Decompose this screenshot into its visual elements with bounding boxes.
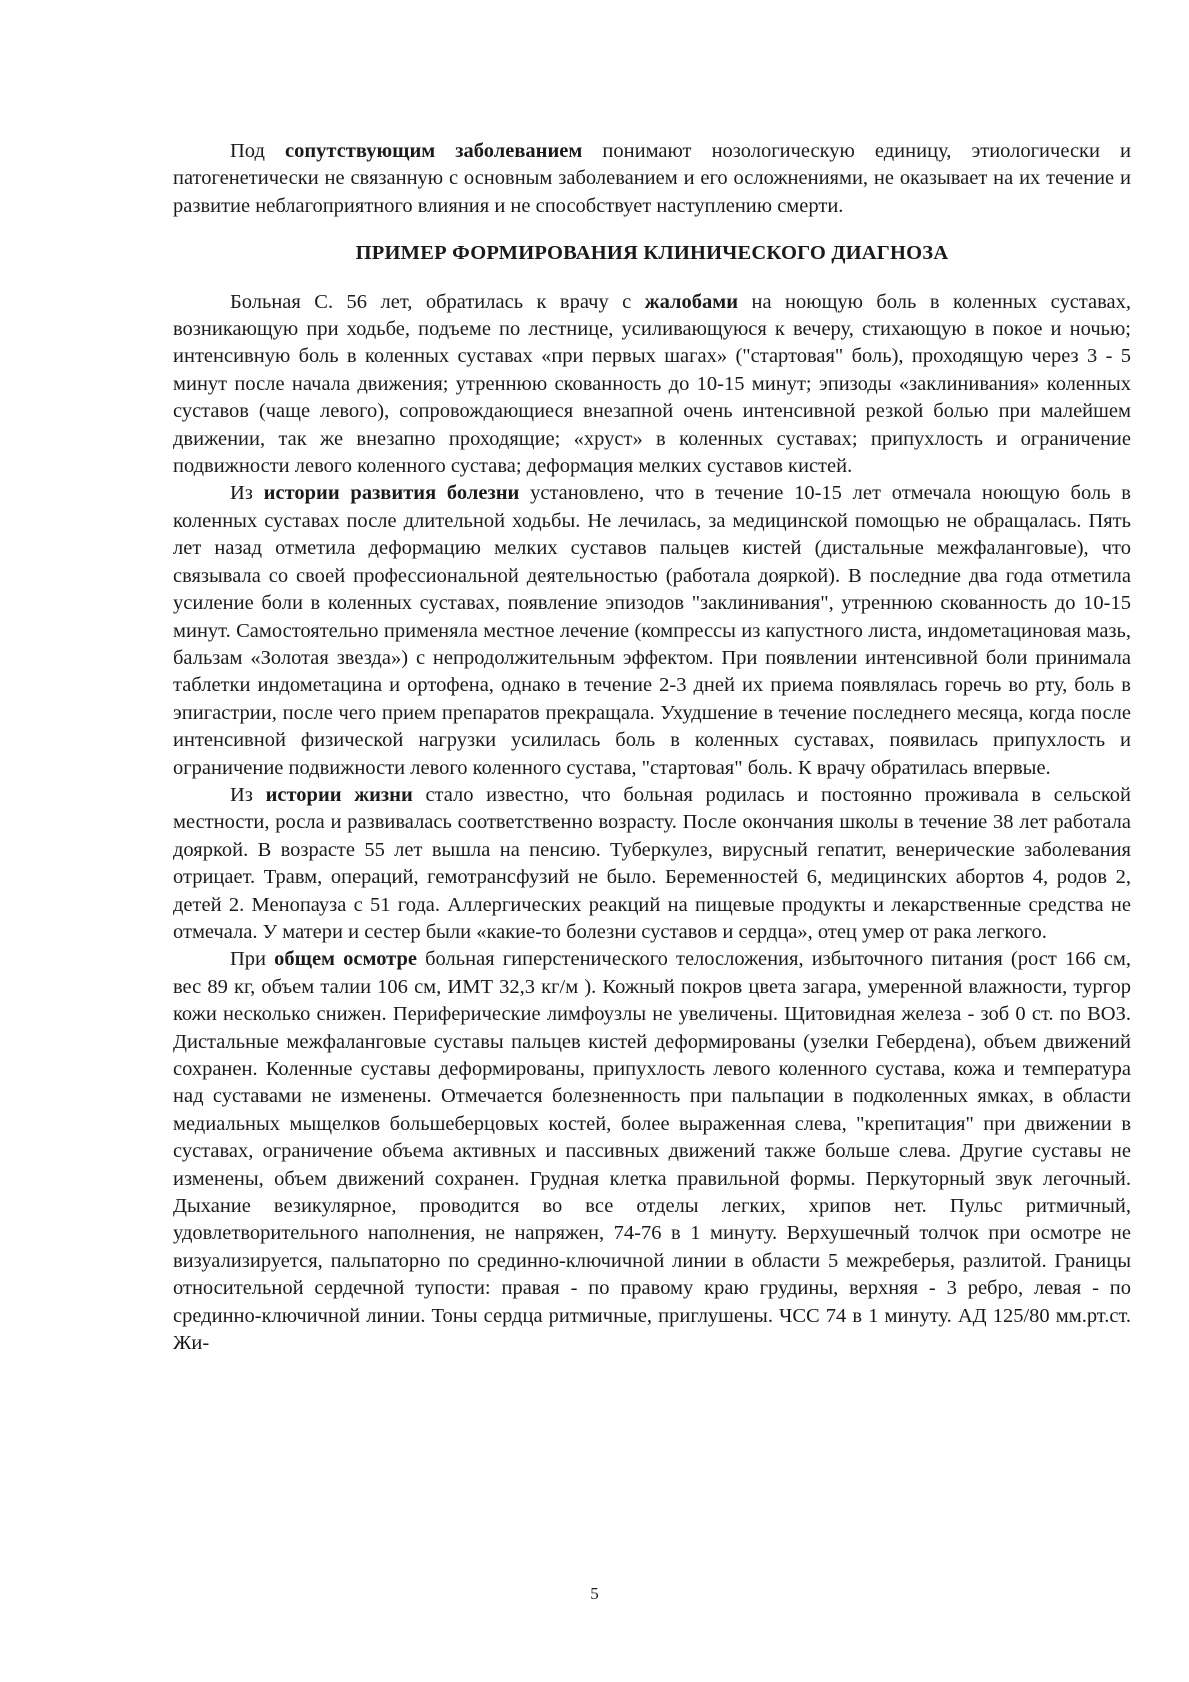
document-page — [173, 138, 1131, 1357]
term-disease-history: истории развития болезни — [263, 482, 520, 505]
paragraph-disease-history: Из истории развития болезни установлено, что в течение 10-15 лет отмечала ноющую боль в коленных суставах после длительной ходьбы. Не лечилась, за медицинской помощью не обращалась. Пять лет назад отметила деформацию мелких суставов пальцев кистей (дистальные межфаланговые), что связывала со своей профессиональной деятельностью (работала дояркой). В последние два года отметила усиление боли в коленных суставах, появление эпизодов "заклинивания", утреннюю скованность до 10-15 минут. Самостоятельно применяла местное лечение (компрессы из капустного листа, индометациновая мазь, бальзам «Золотая звезда») с непродолжительным эффектом. При появлении интенсивной боли принимала таблетки индометацина и ортофена, однако в течение 2-3 дней их приема появлялась горечь во рту, боль в эпигастрии, после чего прием препаратов прекращала. Ухудшение в течение последнего месяца, когда после интенсивной физической нагрузки усилилась боль в коленных суставах, появилась припухлость и ограничение подвижности левого коленного сустава, "стартовая" боль. К врачу обратилась впервые. — [173, 482, 1131, 779]
term-life-history: истории жизни — [265, 783, 413, 806]
section-heading: ПРИМЕР ФОРМИРОВАНИЯ КЛИНИЧЕСКОГО ДИАГНОЗА — [355, 242, 949, 265]
paragraph-general-examination: При общем осмотре больная гиперстенического телосложения, избыточного питания (рост 166 см, вес 89 кг, объем талии 106 см, ИМТ 32,3 кг/м ). Кожный покров цвета загара, умеренной влажности, тургор кожи несколько снижен. Периферические лимфоузлы не увеличены. Щитовидная железа - зоб 0 ст. по ВОЗ. Дистальные межфаланговые суставы пальцев кистей деформированы (узелки Гебердена), объем движений сохранен. Коленные суставы деформированы, припухлость левого коленного сустава, кожа и температура над суставами не изменены. Отмечается болезненность при пальпации в подколенных ямках, в области медиальных мыщелков большеберцовых костей, более выраженная слева, "крепитация" при движении в суставах, ограничение объема активных и пассивных движений также больше слева. Другие суставы не изменены, объем движений сохранен. Грудная клетка правильной формы. Перкуторный звук легочный. Дыхание везикулярное, проводится во все отделы легких, хрипов нет. Пульс ритмичный, удовлетворительного наполнения, не напряжен, 74-76 в 1 минуту. Верхушечный толчок при осмотре не визуализируется, пальпаторно по срединно-ключичной линии в области 5 межреберья, разлитой. Границы относительной сердечной тупости: правая - по правому краю грудины, верхняя - 3 ребро, левая - по срединно-ключичной линии. Тоны сердца ритмичные, приглушены. ЧСС 74 в 1 минуту. АД 125/80 мм.рт.ст. Жи- — [173, 948, 1132, 1355]
term-comorbid-disease: сопутствующим заболеванием — [284, 140, 583, 162]
page-number: 5 — [590, 1584, 599, 1603]
term-general-examination: общем осмотре — [274, 948, 417, 971]
paragraph-complaints: Больная С. 56 лет, обратилась к врачу с жалобами на ноющую боль в коленных суставах, возникающую при ходьбе, подъеме по лестнице, усиливающуюся к вечеру, стихающую в покое и ночью; интенсивную боль в коленных суставах «при первых шагах» ("стартовая" боль), проходящую через 3 - 5 минут после начала движения; утреннюю скованность до 10-15 минут; эпизоды «заклинивания» коленных суставов (чаще левого), сопровождающиеся внезапной очень интенсивной резкой болью при малейшем движении, так же внезапно проходящие; «хруст» в коленных суставах; припухлость и ограничение подвижности левого коленного сустава; деформация мелких суставов кистей. — [173, 290, 1131, 478]
paragraph-life-history: Из истории жизни стало известно, что больная родилась и постоянно проживала в сельской местности, росла и развивалась соответственно возрасту. После окончания школы в течение 38 лет работала дояркой. В возрасте 55 лет вышла на пенсию. Туберкулез, вирусный гепатит, венерические заболевания отрицает. Травм, операций, гемотрансфузий не было. Беременностей 6, медицинских абортов 4, родов 2, детей 2. Менопауза с 51 года. Аллергических реакций на пищевые продукты и лекарственные средства не отмечала. У матери и сестер были «какие-то болезни суставов и сердца», отец умер от рака легкого. — [173, 783, 1132, 943]
paragraph-comorbid-definition: Под сопутствующим заболеванием понимают нозологическую единицу, этиологически и патогенетически не связанную с основным заболеванием и его осложнениями, не оказывает на их течение и развитие неблагоприятного влияния и не способствует наступлению смерти. — [173, 140, 1131, 217]
term-complaints: жалобами — [644, 290, 739, 313]
